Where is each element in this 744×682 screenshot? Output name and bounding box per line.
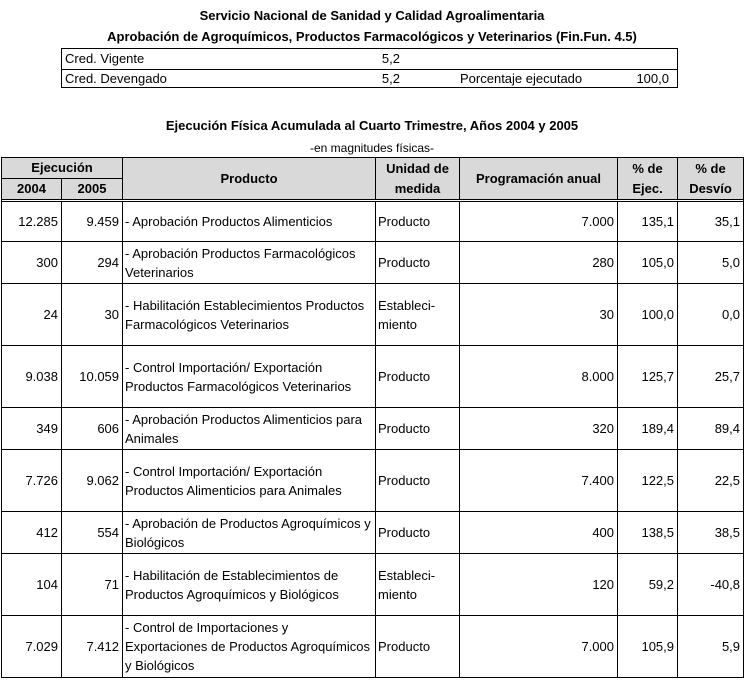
cell-producto: - Control de Importaciones y Exportaciones de Productos Agroquímicos y Biológicos (123, 616, 376, 678)
cell-producto: - Control Importación/ Exportación Productos Alimenticios para Animales (123, 450, 376, 512)
table-row (2, 616, 744, 678)
table-row (2, 284, 744, 346)
cell-2004: 12.285 (2, 202, 62, 242)
cell-2005: 9.459 (62, 202, 123, 242)
table-row (2, 512, 744, 554)
section-title: Ejecución Física Acumulada al Cuarto Trimestre, Años 2004 y 2005 (165, 118, 579, 133)
execution-table (1, 157, 744, 678)
cell-pct-ejec: 138,5 (618, 512, 678, 554)
agency-title: Servicio Nacional de Sanidad y Calidad Agroalimentaria (199, 8, 545, 23)
cell-2005: 294 (62, 242, 123, 284)
cell-2004: 104 (2, 554, 62, 616)
cell-2005: 71 (62, 554, 123, 616)
header-unidad: Unidad de medida (376, 158, 460, 200)
cell-pct-desvio: 25,7 (678, 346, 744, 408)
cell-unidad: Estableci-miento (376, 284, 460, 346)
cell-2004: 24 (2, 284, 62, 346)
cell-pct-ejec: 100,0 (618, 284, 678, 346)
cell-2005: 10.059 (62, 346, 123, 408)
cell-producto: - Control Importación/ Exportación Productos Farmacológicos Veterinarios (123, 346, 376, 408)
porcentaje-ejecutado-label: Porcentaje ejecutado (460, 71, 583, 86)
table-row (2, 554, 744, 616)
cell-2005: 606 (62, 408, 123, 450)
cell-producto: - Aprobación de Productos Agroquímicos y Biológicos (123, 512, 376, 554)
cell-pct-desvio: 35,1 (678, 202, 744, 242)
cell-unidad: Producto (376, 450, 460, 512)
cell-pct-desvio: 5,0 (678, 242, 744, 284)
cell-2004: 349 (2, 408, 62, 450)
header-pct-ejec: % de Ejec. (618, 158, 678, 200)
cell-unidad: Producto (376, 408, 460, 450)
cell-producto: - Habilitación de Establecimientos de Productos Agroquímicos y Biológicos (123, 554, 376, 616)
table-row (2, 346, 744, 408)
cell-unidad: Producto (376, 512, 460, 554)
cell-2004: 7.029 (2, 616, 62, 678)
cell-producto: - Aprobación Productos Alimenticios (123, 202, 376, 242)
header-2004: 2004 (2, 179, 62, 200)
cell-unidad: Producto (376, 616, 460, 678)
cell-2005: 554 (62, 512, 123, 554)
cred-devengado-value: 5,2 (381, 71, 400, 86)
cell-pct-ejec: 105,0 (618, 242, 678, 284)
cell-pct-ejec: 59,2 (618, 554, 678, 616)
cred-devengado-label: Cred. Devengado (65, 71, 167, 86)
cell-2004: 412 (2, 512, 62, 554)
header-2005: 2005 (62, 179, 123, 200)
header-producto: Producto (123, 158, 376, 200)
cell-programacion: 8.000 (460, 346, 618, 408)
cell-unidad: Producto (376, 242, 460, 284)
porcentaje-ejecutado-value: 100,0 (636, 71, 669, 86)
table-row (2, 408, 744, 450)
cell-pct-ejec: 105,9 (618, 616, 678, 678)
cell-programacion: 400 (460, 512, 618, 554)
section-subtitle: -en magnitudes físicas- (309, 141, 435, 155)
table-row (2, 242, 744, 284)
cell-unidad: Estableci-miento (376, 554, 460, 616)
cell-unidad: Producto (376, 346, 460, 408)
cred-vigente-value: 5,2 (381, 51, 400, 66)
program-title: Aprobación de Agroquímicos, Productos Farmacológicos y Veterinarios (Fin.Fun. 4.5) (107, 29, 637, 44)
cell-pct-desvio: 38,5 (678, 512, 744, 554)
table-row (2, 202, 744, 242)
cell-pct-desvio: 22,5 (678, 450, 744, 512)
cell-pct-ejec: 122,5 (618, 450, 678, 512)
cred-vigente-label: Cred. Vigente (65, 51, 145, 66)
cell-programacion: 320 (460, 408, 618, 450)
cell-2005: 7.412 (62, 616, 123, 678)
budget-row-devengado (62, 69, 677, 89)
header-pct-desvio: % de Desvío (678, 158, 744, 200)
cell-programacion: 280 (460, 242, 618, 284)
cell-2005: 9.062 (62, 450, 123, 512)
cell-unidad: Producto (376, 202, 460, 242)
cell-pct-ejec: 125,7 (618, 346, 678, 408)
cell-2004: 7.726 (2, 450, 62, 512)
table-row (2, 450, 744, 512)
cell-pct-desvio: 89,4 (678, 408, 744, 450)
cell-pct-ejec: 189,4 (618, 408, 678, 450)
cell-pct-ejec: 135,1 (618, 202, 678, 242)
budget-row-vigente (62, 49, 677, 70)
budget-box (61, 48, 678, 88)
cell-programacion: 7.000 (460, 616, 618, 678)
cell-pct-desvio: 0,0 (678, 284, 744, 346)
cell-producto: - Aprobación Productos Farmacológicos Veterinarios (123, 242, 376, 284)
header-programacion: Programación anual (460, 158, 618, 200)
cell-programacion: 30 (460, 284, 618, 346)
cell-pct-desvio: 5,9 (678, 616, 744, 678)
cell-pct-desvio: -40,8 (678, 554, 744, 616)
cell-programacion: 7.400 (460, 450, 618, 512)
cell-programacion: 120 (460, 554, 618, 616)
cell-2004: 300 (2, 242, 62, 284)
cell-producto: - Aprobación Productos Alimenticios para Animales (123, 408, 376, 450)
cell-programacion: 7.000 (460, 202, 618, 242)
cell-2005: 30 (62, 284, 123, 346)
cell-producto: - Habilitación Establecimientos Productos Farmacológicos Veterinarios (123, 284, 376, 346)
cell-2004: 9.038 (2, 346, 62, 408)
header-ejecucion: Ejecución (2, 158, 123, 179)
